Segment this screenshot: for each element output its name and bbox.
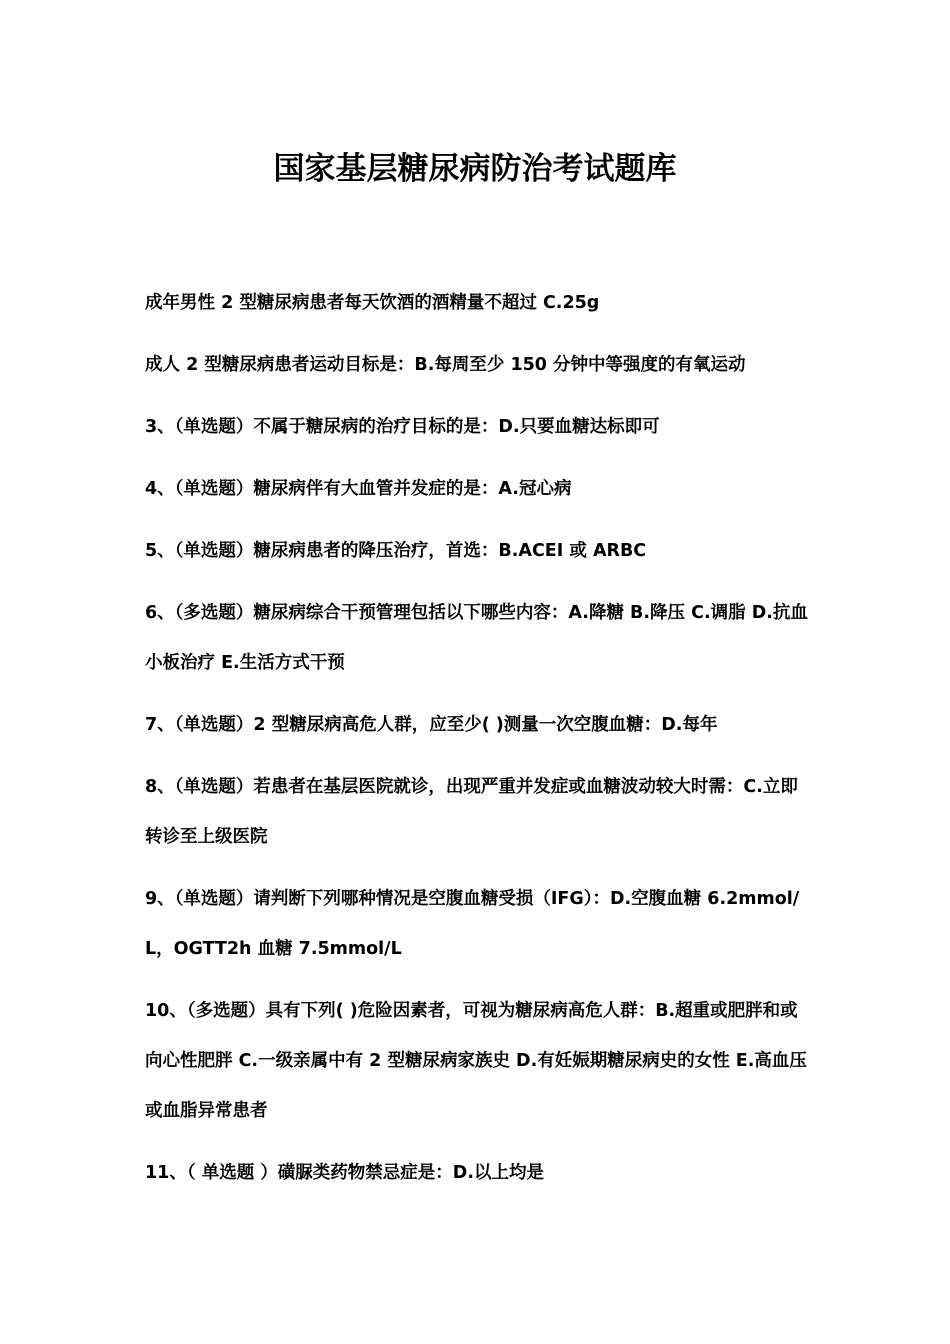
question-item: 11、（ 单选题 ）磺脲类药物禁忌症是：D.以上均是 bbox=[145, 1163, 544, 1183]
question-item: 5、（单选题）糖尿病患者的降压治疗，首选：B.ACEI 或 ARBC bbox=[145, 541, 647, 561]
question-item: 10、（多选题）具有下列( )危险因素者，可视为糖尿病高危人群：B.超重或肥胖和或向心性肥胖 C.一级亲属中有 2 型糖尿病家族史 D.有妊娠期糖尿病史的女性 E.高血压或血脂异常患者 bbox=[145, 1001, 807, 1121]
question-item: 6、（多选题）糖尿病综合干预管理包括以下哪些内容：A.降糖 B.降压 C.调脂 D.抗血小板治疗 E.生活方式干预 bbox=[145, 603, 808, 673]
document-title: 国家基层糖尿病防治考试题库 bbox=[273, 150, 677, 187]
question-item: 7、（单选题）2 型糖尿病高危人群，应至少( )测量一次空腹血糖：D.每年 bbox=[145, 715, 718, 735]
question-item: 4、（单选题）糖尿病伴有大血管并发症的是：A.冠心病 bbox=[145, 479, 572, 499]
question-item: 成人 2 型糖尿病患者运动目标是：B.每周至少 150 分钟中等强度的有氧运动 bbox=[145, 355, 746, 375]
question-list bbox=[145, 278, 815, 1210]
question-item: 3、（单选题）不属于糖尿病的治疗目标的是：D.只要血糖达标即可 bbox=[145, 417, 660, 437]
question-item: 成年男性 2 型糖尿病患者每天饮酒的酒精量不超过 C.25g bbox=[145, 293, 600, 313]
question-item: 8、（单选题）若患者在基层医院就诊，出现严重并发症或血糖波动较大时需：C.立即转诊至上级医院 bbox=[145, 777, 798, 847]
question-item: 9、（单选题）请判断下列哪种情况是空腹血糖受损（IFG）：D.空腹血糖 6.2mmol/L，OGTT2h 血糖 7.5mmol/L bbox=[145, 889, 800, 959]
